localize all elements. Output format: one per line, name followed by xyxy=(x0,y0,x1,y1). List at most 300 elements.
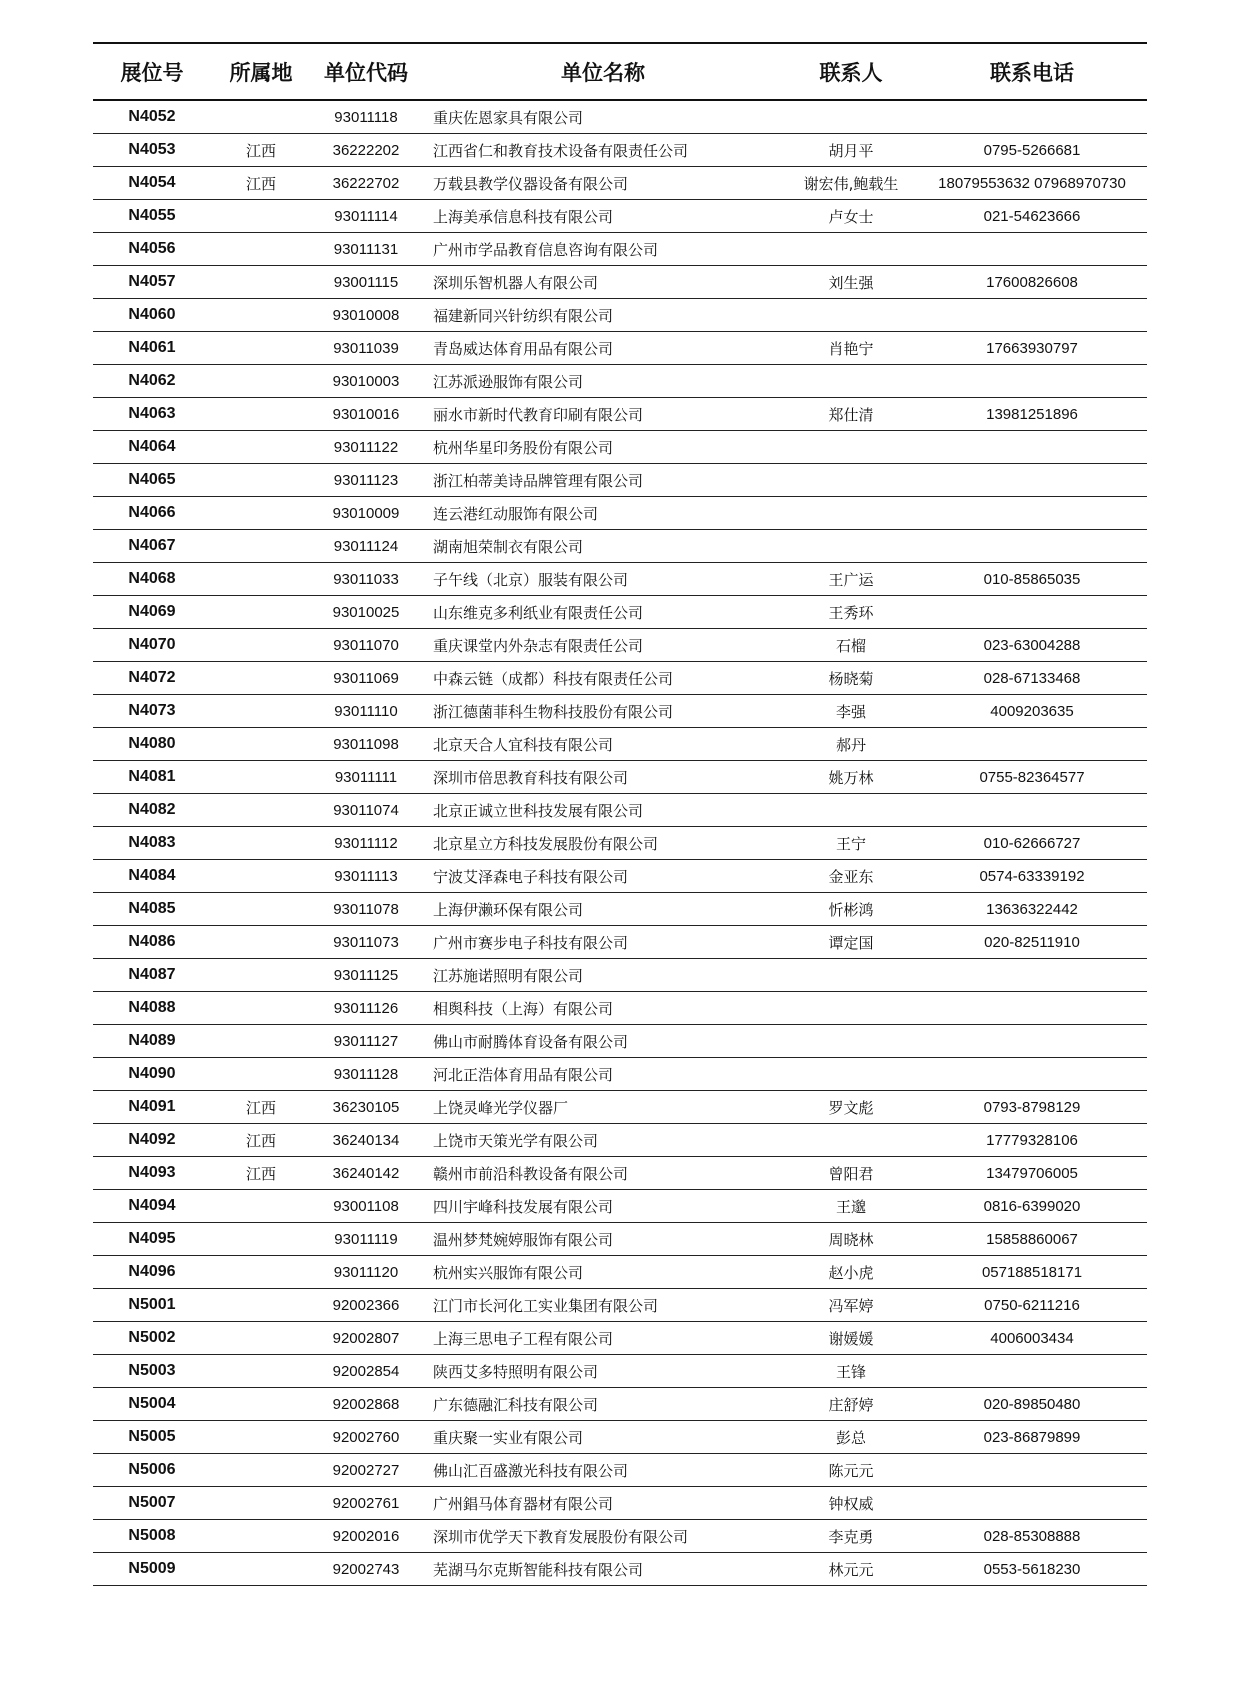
cell-phone: 020-89850480 xyxy=(917,1388,1147,1421)
cell-region xyxy=(211,1223,311,1256)
cell-region xyxy=(211,233,311,266)
cell-region xyxy=(211,596,311,629)
cell-company-name: 深圳乐智机器人有限公司 xyxy=(421,266,785,299)
cell-contact-person: 王秀环 xyxy=(785,596,917,629)
cell-company-name: 福建新同兴针纺织有限公司 xyxy=(421,299,785,332)
cell-contact-person: 卢女士 xyxy=(785,200,917,233)
cell-booth-number: N4066 xyxy=(93,497,211,530)
cell-phone: 0816-6399020 xyxy=(917,1190,1147,1223)
cell-company-name: 河北正浩体育用品有限公司 xyxy=(421,1058,785,1091)
cell-contact-person xyxy=(785,100,917,134)
cell-unit-code: 93011131 xyxy=(311,233,421,266)
cell-region xyxy=(211,1256,311,1289)
cell-region: 江西 xyxy=(211,1157,311,1190)
cell-region xyxy=(211,1322,311,1355)
cell-unit-code: 93010016 xyxy=(311,398,421,431)
cell-company-name: 广州市学品教育信息咨询有限公司 xyxy=(421,233,785,266)
cell-booth-number: N4067 xyxy=(93,530,211,563)
cell-booth-number: N4064 xyxy=(93,431,211,464)
cell-unit-code: 93011033 xyxy=(311,563,421,596)
cell-unit-code: 93011070 xyxy=(311,629,421,662)
cell-unit-code: 93011078 xyxy=(311,893,421,926)
cell-region xyxy=(211,1355,311,1388)
table-row xyxy=(93,992,1147,1025)
cell-booth-number: N4085 xyxy=(93,893,211,926)
table-row xyxy=(93,1454,1147,1487)
table-row xyxy=(93,761,1147,794)
cell-booth-number: N4054 xyxy=(93,167,211,200)
cell-phone xyxy=(917,728,1147,761)
cell-company-name: 芜湖马尔克斯智能科技有限公司 xyxy=(421,1553,785,1586)
cell-region xyxy=(211,497,311,530)
cell-phone: 17779328106 xyxy=(917,1124,1147,1157)
cell-contact-person xyxy=(785,992,917,1025)
cell-unit-code: 93011119 xyxy=(311,1223,421,1256)
cell-phone: 0795-5266681 xyxy=(917,134,1147,167)
cell-phone: 0553-5618230 xyxy=(917,1553,1147,1586)
cell-phone: 0574-63339192 xyxy=(917,860,1147,893)
table-row xyxy=(93,1190,1147,1223)
cell-unit-code: 92002868 xyxy=(311,1388,421,1421)
cell-unit-code: 93011113 xyxy=(311,860,421,893)
cell-contact-person: 李强 xyxy=(785,695,917,728)
cell-booth-number: N4069 xyxy=(93,596,211,629)
header-booth-number: 展位号 xyxy=(93,43,211,100)
cell-unit-code: 93011126 xyxy=(311,992,421,1025)
cell-region: 江西 xyxy=(211,1124,311,1157)
cell-unit-code: 93011110 xyxy=(311,695,421,728)
table-row xyxy=(93,1355,1147,1388)
table-row xyxy=(93,728,1147,761)
table-row xyxy=(93,1157,1147,1190)
cell-unit-code: 93011074 xyxy=(311,794,421,827)
cell-phone: 023-86879899 xyxy=(917,1421,1147,1454)
cell-contact-person: 谭定国 xyxy=(785,926,917,959)
cell-phone xyxy=(917,1025,1147,1058)
cell-unit-code: 93001115 xyxy=(311,266,421,299)
cell-region xyxy=(211,827,311,860)
table-row xyxy=(93,497,1147,530)
cell-contact-person xyxy=(785,794,917,827)
cell-booth-number: N5009 xyxy=(93,1553,211,1586)
cell-company-name: 浙江德菌菲科生物科技股份有限公司 xyxy=(421,695,785,728)
cell-phone xyxy=(917,596,1147,629)
cell-unit-code: 93001108 xyxy=(311,1190,421,1223)
cell-region xyxy=(211,530,311,563)
cell-phone: 021-54623666 xyxy=(917,200,1147,233)
cell-contact-person: 林元元 xyxy=(785,1553,917,1586)
cell-region xyxy=(211,893,311,926)
cell-booth-number: N4093 xyxy=(93,1157,211,1190)
cell-booth-number: N5006 xyxy=(93,1454,211,1487)
cell-phone xyxy=(917,233,1147,266)
cell-contact-person: 李克勇 xyxy=(785,1520,917,1553)
cell-company-name: 山东维克多利纸业有限责任公司 xyxy=(421,596,785,629)
cell-region xyxy=(211,728,311,761)
cell-booth-number: N4053 xyxy=(93,134,211,167)
cell-contact-person: 胡月平 xyxy=(785,134,917,167)
cell-region xyxy=(211,365,311,398)
cell-booth-number: N4068 xyxy=(93,563,211,596)
cell-unit-code: 36222702 xyxy=(311,167,421,200)
cell-unit-code: 92002016 xyxy=(311,1520,421,1553)
table-row xyxy=(93,1223,1147,1256)
table-row xyxy=(93,299,1147,332)
table-row xyxy=(93,827,1147,860)
cell-region xyxy=(211,266,311,299)
cell-region: 江西 xyxy=(211,134,311,167)
cell-region xyxy=(211,1025,311,1058)
cell-contact-person xyxy=(785,299,917,332)
cell-booth-number: N4052 xyxy=(93,100,211,134)
cell-phone: 0755-82364577 xyxy=(917,761,1147,794)
cell-phone: 17663930797 xyxy=(917,332,1147,365)
cell-contact-person: 冯军婷 xyxy=(785,1289,917,1322)
cell-region xyxy=(211,1289,311,1322)
cell-company-name: 广州市赛步电子科技有限公司 xyxy=(421,926,785,959)
table-row xyxy=(93,134,1147,167)
cell-contact-person xyxy=(785,365,917,398)
cell-contact-person xyxy=(785,464,917,497)
cell-phone xyxy=(917,992,1147,1025)
cell-unit-code: 93011124 xyxy=(311,530,421,563)
cell-booth-number: N4089 xyxy=(93,1025,211,1058)
cell-phone xyxy=(917,497,1147,530)
cell-booth-number: N5008 xyxy=(93,1520,211,1553)
cell-booth-number: N4096 xyxy=(93,1256,211,1289)
table-row xyxy=(93,1520,1147,1553)
cell-region xyxy=(211,860,311,893)
cell-unit-code: 93011118 xyxy=(311,100,421,134)
cell-phone: 13981251896 xyxy=(917,398,1147,431)
cell-booth-number: N5001 xyxy=(93,1289,211,1322)
cell-contact-person xyxy=(785,233,917,266)
cell-phone xyxy=(917,431,1147,464)
cell-unit-code: 92002854 xyxy=(311,1355,421,1388)
cell-booth-number: N4086 xyxy=(93,926,211,959)
cell-booth-number: N4061 xyxy=(93,332,211,365)
cell-contact-person: 杨晓菊 xyxy=(785,662,917,695)
table-row xyxy=(93,860,1147,893)
table-row xyxy=(93,695,1147,728)
cell-contact-person: 石榴 xyxy=(785,629,917,662)
cell-company-name: 赣州市前沿科教设备有限公司 xyxy=(421,1157,785,1190)
cell-company-name: 宁波艾泽森电子科技有限公司 xyxy=(421,860,785,893)
table-row xyxy=(93,1289,1147,1322)
cell-company-name: 温州梦梵婉婷服饰有限公司 xyxy=(421,1223,785,1256)
cell-phone: 028-85308888 xyxy=(917,1520,1147,1553)
cell-region xyxy=(211,200,311,233)
header-unit-code: 单位代码 xyxy=(311,43,421,100)
cell-contact-person: 姚万林 xyxy=(785,761,917,794)
cell-region xyxy=(211,431,311,464)
header-row xyxy=(93,43,1147,100)
cell-phone: 4006003434 xyxy=(917,1322,1147,1355)
cell-booth-number: N4081 xyxy=(93,761,211,794)
table-row xyxy=(93,1091,1147,1124)
cell-phone: 010-62666727 xyxy=(917,827,1147,860)
cell-unit-code: 93011127 xyxy=(311,1025,421,1058)
table-row xyxy=(93,398,1147,431)
cell-region: 江西 xyxy=(211,167,311,200)
cell-contact-person: 王广运 xyxy=(785,563,917,596)
cell-booth-number: N4080 xyxy=(93,728,211,761)
cell-booth-number: N4095 xyxy=(93,1223,211,1256)
cell-company-name: 相舆科技（上海）有限公司 xyxy=(421,992,785,1025)
cell-contact-person: 王锋 xyxy=(785,1355,917,1388)
cell-contact-person: 赵小虎 xyxy=(785,1256,917,1289)
cell-booth-number: N5007 xyxy=(93,1487,211,1520)
table-row xyxy=(93,1487,1147,1520)
cell-unit-code: 93010025 xyxy=(311,596,421,629)
cell-region xyxy=(211,1454,311,1487)
cell-company-name: 北京天合人宜科技有限公司 xyxy=(421,728,785,761)
table-row xyxy=(93,629,1147,662)
cell-booth-number: N4072 xyxy=(93,662,211,695)
cell-booth-number: N4060 xyxy=(93,299,211,332)
cell-company-name: 中森云链（成都）科技有限责任公司 xyxy=(421,662,785,695)
table-row xyxy=(93,233,1147,266)
cell-region xyxy=(211,629,311,662)
cell-region xyxy=(211,464,311,497)
table-row xyxy=(93,1256,1147,1289)
cell-region xyxy=(211,332,311,365)
cell-booth-number: N4087 xyxy=(93,959,211,992)
header-phone: 联系电话 xyxy=(917,43,1147,100)
cell-phone: 15858860067 xyxy=(917,1223,1147,1256)
cell-phone xyxy=(917,1487,1147,1520)
cell-contact-person: 刘生强 xyxy=(785,266,917,299)
cell-phone: 4009203635 xyxy=(917,695,1147,728)
cell-unit-code: 93011114 xyxy=(311,200,421,233)
cell-company-name: 上海三思电子工程有限公司 xyxy=(421,1322,785,1355)
table-row xyxy=(93,1388,1147,1421)
cell-company-name: 子午线（北京）服装有限公司 xyxy=(421,563,785,596)
cell-contact-person: 钟权威 xyxy=(785,1487,917,1520)
table-row xyxy=(93,464,1147,497)
cell-booth-number: N4088 xyxy=(93,992,211,1025)
cell-booth-number: N4070 xyxy=(93,629,211,662)
cell-contact-person: 谢宏伟,鲍载生 xyxy=(785,167,917,200)
cell-region xyxy=(211,1520,311,1553)
cell-booth-number: N4082 xyxy=(93,794,211,827)
cell-company-name: 江西省仁和教育技术设备有限责任公司 xyxy=(421,134,785,167)
cell-region xyxy=(211,662,311,695)
cell-company-name: 江苏施诺照明有限公司 xyxy=(421,959,785,992)
cell-unit-code: 92002807 xyxy=(311,1322,421,1355)
cell-company-name: 江苏派逊服饰有限公司 xyxy=(421,365,785,398)
cell-contact-person: 周晓林 xyxy=(785,1223,917,1256)
cell-contact-person: 彭总 xyxy=(785,1421,917,1454)
cell-region xyxy=(211,1190,311,1223)
cell-contact-person: 陈元元 xyxy=(785,1454,917,1487)
cell-unit-code: 93011098 xyxy=(311,728,421,761)
cell-company-name: 重庆聚一实业有限公司 xyxy=(421,1421,785,1454)
cell-contact-person: 忻彬鸿 xyxy=(785,893,917,926)
cell-booth-number: N4065 xyxy=(93,464,211,497)
cell-unit-code: 93011039 xyxy=(311,332,421,365)
cell-booth-number: N4083 xyxy=(93,827,211,860)
cell-booth-number: N4063 xyxy=(93,398,211,431)
exhibitor-table xyxy=(93,42,1147,1586)
cell-phone: 0750-6211216 xyxy=(917,1289,1147,1322)
cell-company-name: 上海美承信息科技有限公司 xyxy=(421,200,785,233)
cell-phone xyxy=(917,464,1147,497)
cell-contact-person: 肖艳宁 xyxy=(785,332,917,365)
cell-booth-number: N4073 xyxy=(93,695,211,728)
cell-unit-code: 92002743 xyxy=(311,1553,421,1586)
table-row xyxy=(93,266,1147,299)
table-row xyxy=(93,431,1147,464)
header-contact-person: 联系人 xyxy=(785,43,917,100)
cell-phone xyxy=(917,530,1147,563)
cell-region xyxy=(211,761,311,794)
cell-phone xyxy=(917,365,1147,398)
table-row xyxy=(93,1124,1147,1157)
cell-phone: 0793-8798129 xyxy=(917,1091,1147,1124)
cell-booth-number: N5002 xyxy=(93,1322,211,1355)
cell-company-name: 上海伊濑环保有限公司 xyxy=(421,893,785,926)
cell-contact-person xyxy=(785,1058,917,1091)
cell-company-name: 杭州华星印务股份有限公司 xyxy=(421,431,785,464)
cell-unit-code: 36222202 xyxy=(311,134,421,167)
cell-unit-code: 93010008 xyxy=(311,299,421,332)
cell-phone xyxy=(917,299,1147,332)
table-row xyxy=(93,794,1147,827)
cell-company-name: 杭州实兴服饰有限公司 xyxy=(421,1256,785,1289)
cell-region: 江西 xyxy=(211,1091,311,1124)
cell-phone: 028-67133468 xyxy=(917,662,1147,695)
cell-company-name: 丽水市新时代教育印刷有限公司 xyxy=(421,398,785,431)
cell-company-name: 四川宇峰科技发展有限公司 xyxy=(421,1190,785,1223)
cell-booth-number: N4084 xyxy=(93,860,211,893)
cell-unit-code: 93011120 xyxy=(311,1256,421,1289)
cell-contact-person xyxy=(785,1025,917,1058)
cell-unit-code: 92002760 xyxy=(311,1421,421,1454)
cell-contact-person xyxy=(785,431,917,464)
cell-phone: 17600826608 xyxy=(917,266,1147,299)
cell-phone: 020-82511910 xyxy=(917,926,1147,959)
cell-unit-code: 36240142 xyxy=(311,1157,421,1190)
table-row xyxy=(93,332,1147,365)
cell-region xyxy=(211,299,311,332)
cell-company-name: 湖南旭荣制衣有限公司 xyxy=(421,530,785,563)
cell-phone xyxy=(917,1058,1147,1091)
cell-contact-person: 金亚东 xyxy=(785,860,917,893)
cell-booth-number: N4055 xyxy=(93,200,211,233)
cell-phone: 010-85865035 xyxy=(917,563,1147,596)
cell-company-name: 上饶市天策光学有限公司 xyxy=(421,1124,785,1157)
cell-company-name: 深圳市优学天下教育发展股份有限公司 xyxy=(421,1520,785,1553)
cell-company-name: 浙江柏蒂美诗品牌管理有限公司 xyxy=(421,464,785,497)
cell-contact-person xyxy=(785,530,917,563)
cell-unit-code: 92002761 xyxy=(311,1487,421,1520)
cell-contact-person: 谢媛媛 xyxy=(785,1322,917,1355)
cell-company-name: 深圳市倍思教育科技有限公司 xyxy=(421,761,785,794)
cell-unit-code: 36230105 xyxy=(311,1091,421,1124)
table-row xyxy=(93,926,1147,959)
cell-booth-number: N4092 xyxy=(93,1124,211,1157)
table-row xyxy=(93,1553,1147,1586)
cell-unit-code: 92002727 xyxy=(311,1454,421,1487)
table-row xyxy=(93,530,1147,563)
cell-unit-code: 93011069 xyxy=(311,662,421,695)
cell-unit-code: 93011073 xyxy=(311,926,421,959)
cell-phone: 023-63004288 xyxy=(917,629,1147,662)
cell-region xyxy=(211,1388,311,1421)
cell-region xyxy=(211,794,311,827)
cell-region xyxy=(211,959,311,992)
cell-phone xyxy=(917,100,1147,134)
cell-company-name: 重庆课堂内外杂志有限责任公司 xyxy=(421,629,785,662)
cell-region xyxy=(211,398,311,431)
cell-phone xyxy=(917,1454,1147,1487)
cell-company-name: 陕西艾多特照明有限公司 xyxy=(421,1355,785,1388)
cell-company-name: 青岛威达体育用品有限公司 xyxy=(421,332,785,365)
cell-region xyxy=(211,1487,311,1520)
table-row xyxy=(93,662,1147,695)
cell-unit-code: 92002366 xyxy=(311,1289,421,1322)
cell-contact-person: 庄舒婷 xyxy=(785,1388,917,1421)
cell-contact-person: 王宁 xyxy=(785,827,917,860)
cell-company-name: 上饶灵峰光学仪器厂 xyxy=(421,1091,785,1124)
table-row xyxy=(93,365,1147,398)
cell-unit-code: 93010009 xyxy=(311,497,421,530)
cell-region xyxy=(211,563,311,596)
table-row xyxy=(93,1025,1147,1058)
cell-contact-person: 郝丹 xyxy=(785,728,917,761)
table-row xyxy=(93,1322,1147,1355)
cell-contact-person: 曾阳君 xyxy=(785,1157,917,1190)
cell-phone xyxy=(917,1355,1147,1388)
cell-booth-number: N4090 xyxy=(93,1058,211,1091)
table-row xyxy=(93,1058,1147,1091)
cell-region xyxy=(211,695,311,728)
cell-contact-person: 罗文彪 xyxy=(785,1091,917,1124)
cell-contact-person xyxy=(785,1124,917,1157)
cell-phone: 057188518171 xyxy=(917,1256,1147,1289)
table-row xyxy=(93,596,1147,629)
cell-region xyxy=(211,992,311,1025)
cell-unit-code: 36240134 xyxy=(311,1124,421,1157)
table-body xyxy=(93,100,1147,1586)
table-row xyxy=(93,167,1147,200)
cell-unit-code: 93011125 xyxy=(311,959,421,992)
cell-phone: 13636322442 xyxy=(917,893,1147,926)
table-row xyxy=(93,200,1147,233)
cell-booth-number: N4057 xyxy=(93,266,211,299)
table-row xyxy=(93,893,1147,926)
cell-company-name: 佛山市耐腾体育设备有限公司 xyxy=(421,1025,785,1058)
cell-company-name: 广东德融汇科技有限公司 xyxy=(421,1388,785,1421)
table-row xyxy=(93,1421,1147,1454)
cell-region xyxy=(211,1553,311,1586)
cell-region xyxy=(211,926,311,959)
cell-booth-number: N5003 xyxy=(93,1355,211,1388)
cell-unit-code: 93011128 xyxy=(311,1058,421,1091)
cell-contact-person xyxy=(785,959,917,992)
cell-contact-person: 王邈 xyxy=(785,1190,917,1223)
cell-unit-code: 93011111 xyxy=(311,761,421,794)
table-row xyxy=(93,959,1147,992)
cell-contact-person: 郑仕清 xyxy=(785,398,917,431)
cell-unit-code: 93011122 xyxy=(311,431,421,464)
cell-phone: 13479706005 xyxy=(917,1157,1147,1190)
cell-region xyxy=(211,100,311,134)
header-company-name: 单位名称 xyxy=(421,43,785,100)
cell-company-name: 佛山汇百盛激光科技有限公司 xyxy=(421,1454,785,1487)
cell-unit-code: 93010003 xyxy=(311,365,421,398)
